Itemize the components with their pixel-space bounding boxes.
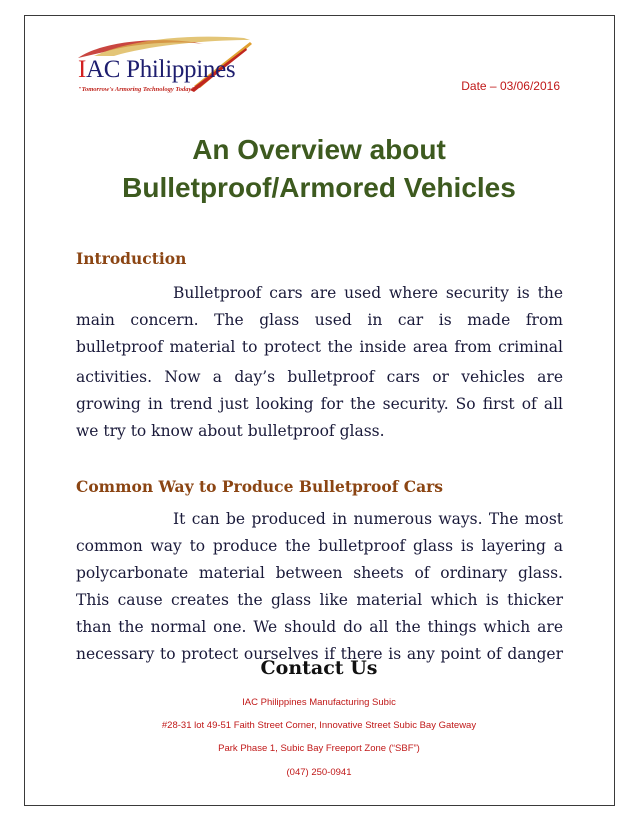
paragraph-line: polycarbonate material between sheets of ordinary glass. — [76, 564, 563, 582]
paragraph-line: It can be produced in numerous ways. The most — [173, 510, 563, 528]
contact-company: IAC Philippines Manufacturing Subic — [242, 697, 396, 708]
paragraph-line: growing in trend just looking for the security. So first of all — [76, 395, 563, 413]
paragraph-line: activities. Now a day’s bulletproof cars or vehicles are — [76, 368, 563, 386]
contact-phone: (047) 250-0941 — [286, 767, 352, 778]
contact-address-line2: Park Phase 1, Subic Bay Freeport Zone (“SBF”) — [218, 743, 420, 754]
paragraph-line: bulletproof material to protect the inside area from criminal — [76, 338, 563, 356]
section-paragraph-introduction — [76, 280, 563, 445]
document-title-line2: Bulletproof/Armored Vehicles — [122, 172, 516, 203]
company-logo — [74, 34, 254, 96]
paragraph-line: we try to know about bulletproof glass. — [76, 422, 385, 440]
contact-address-line1: #28-31 lot 49-51 Faith Street Corner, Innovative Street Subic Bay Gateway — [161, 720, 477, 731]
paragraph-line: main concern. The glass used in car is made from — [76, 311, 563, 329]
paragraph-line: Bulletproof cars are used where security is the — [173, 284, 563, 302]
logo-wordmark-i: I — [78, 56, 87, 83]
contact-heading: Contact Us — [260, 657, 378, 679]
paragraph-line: necessary to protect ourselves if there is any point of danger — [76, 645, 563, 663]
section-paragraph-production — [76, 506, 563, 668]
paragraph-line: This cause creates the glass like material which is thicker — [76, 591, 563, 609]
document-date: Date – 03/06/2016 — [461, 79, 560, 93]
paragraph-line: than the normal one. We should do all the things which are — [76, 618, 563, 636]
logo-tagline: "Tomorrow's Armoring Technology Today" — [78, 86, 195, 93]
section-heading-production: Common Way to Produce Bulletproof Cars — [76, 477, 444, 496]
paragraph-line: common way to produce the bulletproof glass is layering a — [76, 537, 563, 555]
document-title-line1: An Overview about — [192, 134, 446, 165]
logo-wordmark-rest: AC Philippines — [86, 56, 236, 83]
logo-wordmark — [78, 56, 235, 84]
section-heading-introduction: Introduction — [76, 249, 187, 268]
